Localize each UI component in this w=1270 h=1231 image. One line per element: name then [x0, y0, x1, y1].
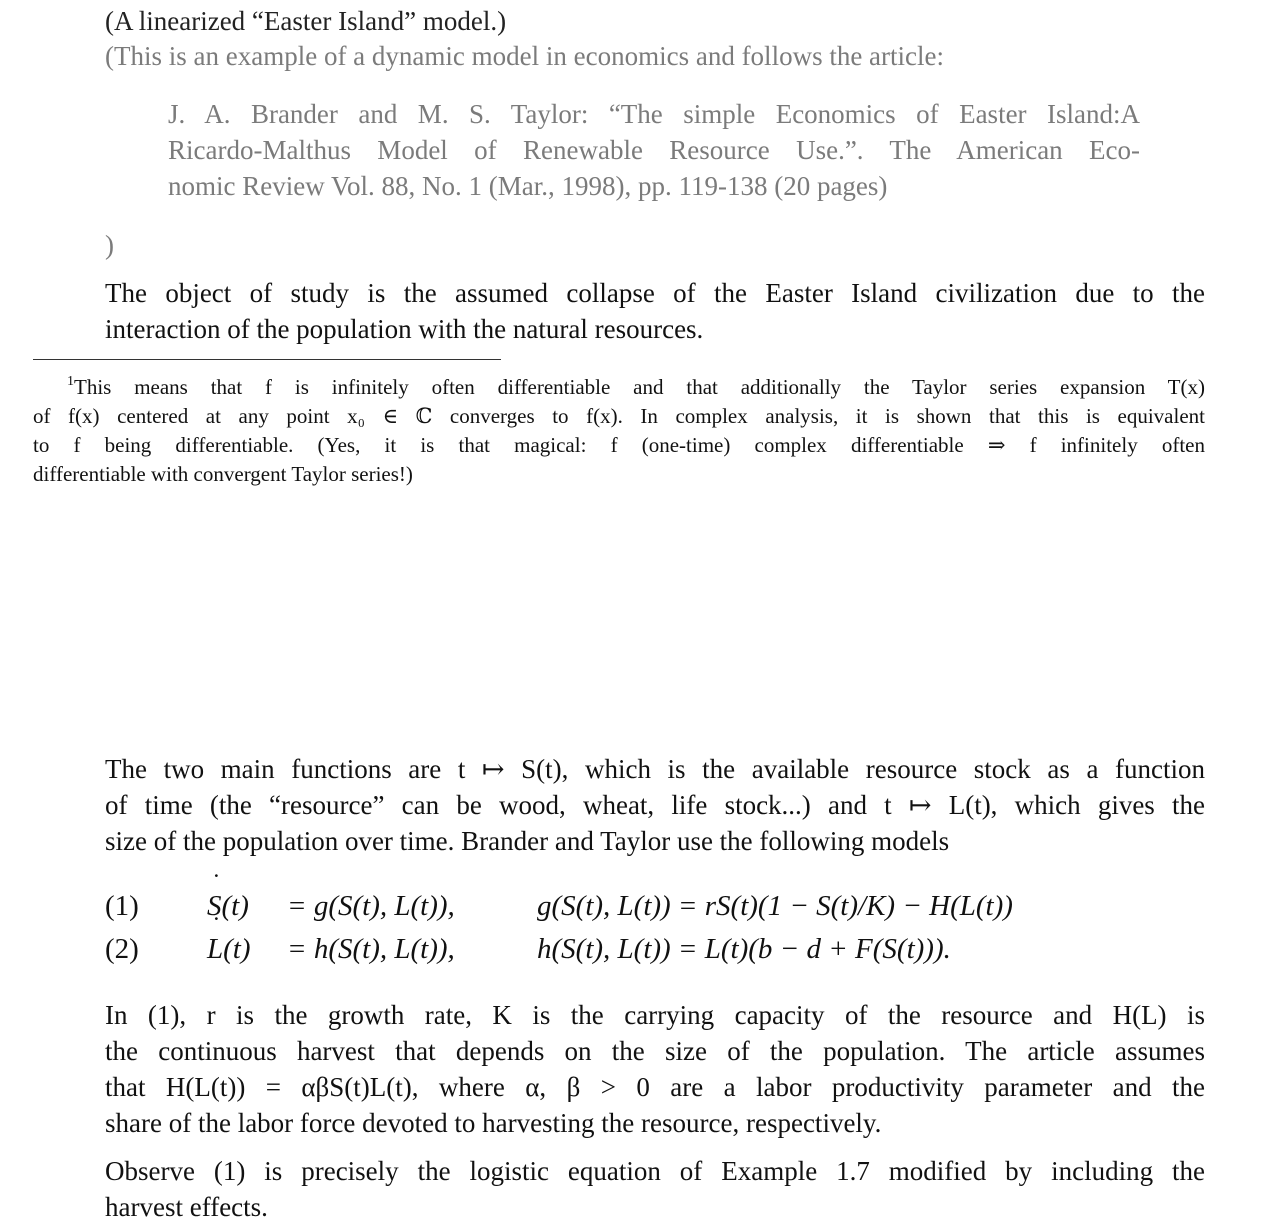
paragraph-line: Observe (1) is precisely the logistic equation of Example 1.7 modified by including the: [105, 1156, 1205, 1186]
citation-line: Ricardo-Malthus Model of Renewable Resource Use.”. The American Eco-: [168, 135, 1140, 165]
equation-rhs: = g(S(t), L(t)),: [287, 890, 455, 922]
equation-definition: g(S(t), L(t)) = rS(t)(1 − S(t)/K) − H(L(t)): [537, 890, 1013, 922]
paragraph-line: of time (the “resource” can be wood, wheat, life stock...) and t ↦ L(t), which gives the: [105, 790, 1205, 820]
paragraph-line: In (1), r is the growth rate, K is the carrying capacity of the resource and H(L) is: [105, 1000, 1205, 1030]
citation-line: nomic Review Vol. 88, No. 1 (Mar., 1998), pp. 119-138 (20 pages): [168, 171, 888, 201]
footnote-mark: 1: [67, 374, 74, 389]
paragraph-line: share of the labor force devoted to harvesting the resource, respectively.: [105, 1108, 882, 1138]
equation-number: (1): [105, 890, 139, 922]
intro-text: (This is an example of a dynamic model in economics and follows the article:: [105, 41, 945, 71]
citation-block: [168, 96, 1140, 204]
paragraph-line: the continuous harvest that depends on the size of the population. The article assumes: [105, 1036, 1205, 1066]
footnote-line: differentiable with convergent Taylor series!): [33, 462, 413, 486]
equation-lhs: ˙ L(t): [207, 929, 251, 969]
footnote-rule: [33, 359, 501, 360]
paragraph-line: harvest effects.: [105, 1192, 268, 1222]
paragraph-line: interaction of the population with the natural resources.: [105, 314, 704, 344]
footnote-text: This means that f is infinitely often differentiable and that additionally the Taylor series expansion T(x): [74, 375, 1205, 399]
equation-rhs: = h(S(t), L(t)),: [287, 933, 455, 965]
equation-1: [105, 886, 1205, 926]
footnote-line: to f being differentiable. (Yes, it is that magical: f (one-time) complex differentiable ⇒ f infinitely often: [33, 433, 1205, 457]
footnote-line: [33, 367, 1205, 402]
functions-paragraph: [105, 751, 1205, 859]
growth-paragraph: [105, 997, 1205, 1141]
paragraph-line: that H(L(t)) = αβS(t)L(t), where α, β > 0 are a labor productivity parameter and the: [105, 1072, 1205, 1102]
equation-number: (2): [105, 933, 139, 965]
object-paragraph: [105, 275, 1205, 347]
footnote-line: of f(x) centered at any point x₀ ∈ ℂ converges to f(x). In complex analysis, it is shown that this is equivalent: [33, 404, 1205, 428]
paragraph-line: size of the population over time. Brander and Taylor use the following models: [105, 826, 950, 856]
citation-line: J. A. Brander and M. S. Taylor: “The simple Economics of Easter Island:A: [168, 99, 1140, 129]
equation-definition: h(S(t), L(t)) = L(t)(b − d + F(S(t))).: [537, 933, 951, 965]
equation-2: [105, 929, 1205, 969]
closing-paren: ): [105, 230, 114, 260]
footnote: [33, 367, 1205, 489]
observe-paragraph: [105, 1153, 1205, 1225]
paragraph-line: The two main functions are t ↦ S(t), which is the available resource stock as a function: [105, 754, 1205, 784]
equation-lhs: ˙ S(t): [207, 886, 249, 926]
section-heading: (A linearized “Easter Island” model.): [105, 6, 507, 36]
paragraph-line: The object of study is the assumed collapse of the Easter Island civilization due to the: [105, 278, 1205, 308]
